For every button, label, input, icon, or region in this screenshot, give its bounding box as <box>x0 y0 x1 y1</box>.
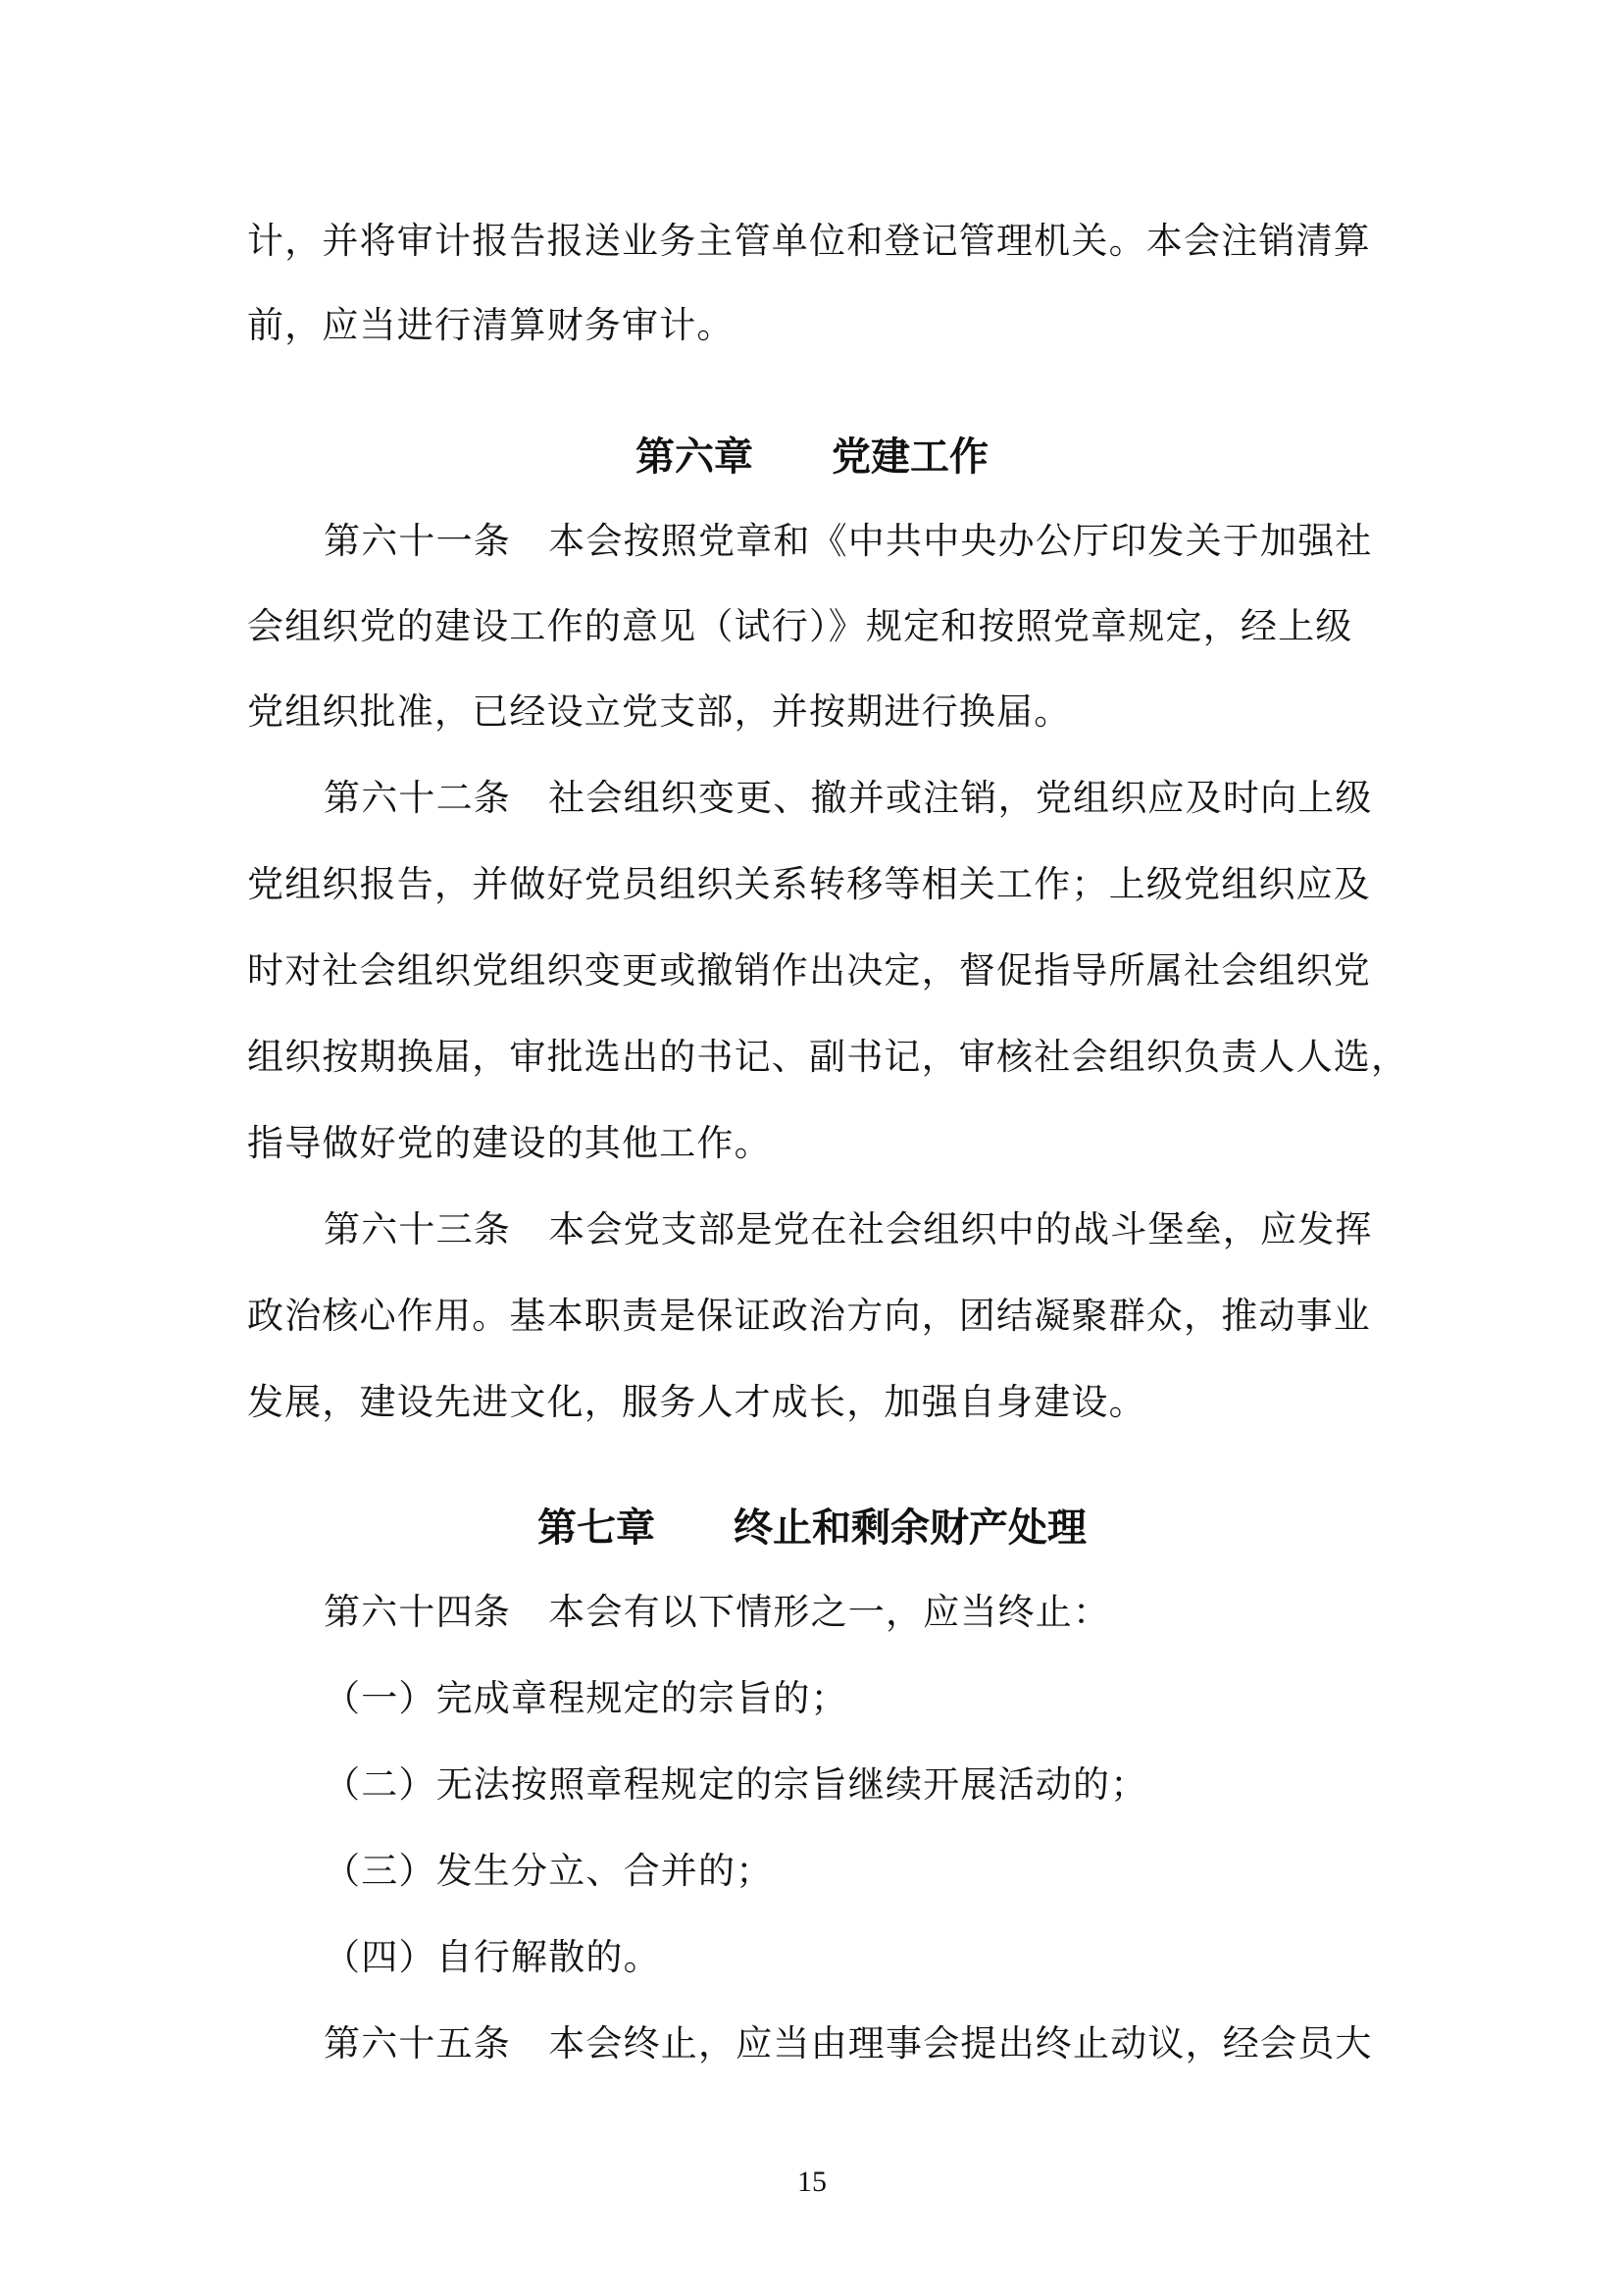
body-text-line: 会组织党的建设工作的意见（试行）》规定和按照党章规定，经上级 <box>247 605 1353 647</box>
body-text-line: 党组织报告，并做好党员组织关系转移等相关工作；上级党组织应及 <box>247 863 1371 905</box>
chapter-heading-termination: 第七章 终止和剩余财产处理 <box>537 1505 1087 1551</box>
page-number: 15 <box>797 2166 827 2198</box>
body-text-line: 计，并将审计报告报送业务主管单位和登记管理机关。本会注销清算 <box>247 220 1371 262</box>
article-62-start: 第六十二条 社会组织变更、撤并或注销，党组织应及时向上级 <box>324 777 1373 819</box>
body-text-line: 时对社会组织党组织变更或撤销作出决定，督促指导所属社会组织党 <box>247 949 1371 992</box>
list-item-2: （二）无法按照章程规定的宗旨继续开展活动的； <box>324 1763 1148 1806</box>
body-text-line: 政治核心作用。基本职责是保证政治方向，团结凝聚群众，推动事业 <box>247 1295 1371 1337</box>
body-text-line: 组织按期换届，审批选出的书记、副书记，审核社会组织负责人人选， <box>247 1036 1409 1078</box>
list-item-3: （三）发生分立、合并的； <box>324 1850 774 1892</box>
article-64-start: 第六十四条 本会有以下情形之一，应当终止： <box>324 1591 1111 1633</box>
article-65-start: 第六十五条 本会终止，应当由理事会提出终止动议，经会员大 <box>324 2022 1373 2065</box>
body-text-line: 党组织批准，已经设立党支部，并按期进行换届。 <box>247 690 1072 733</box>
list-item-4: （四）自行解散的。 <box>324 1936 661 1978</box>
list-item-1: （一）完成章程规定的宗旨的； <box>324 1677 848 1719</box>
body-text-line: 指导做好党的建设的其他工作。 <box>247 1122 772 1164</box>
body-text-line: 发展，建设先进文化，服务人才成长，加强自身建设。 <box>247 1381 1146 1423</box>
chapter-heading-party-building: 第六章 党建工作 <box>635 434 989 480</box>
body-text-line: 前，应当进行清算财务审计。 <box>247 304 735 346</box>
article-61-start: 第六十一条 本会按照党章和《中共中央办公厅印发关于加强社 <box>324 520 1373 562</box>
article-63-start: 第六十三条 本会党支部是党在社会组织中的战斗堡垒，应发挥 <box>324 1208 1373 1250</box>
